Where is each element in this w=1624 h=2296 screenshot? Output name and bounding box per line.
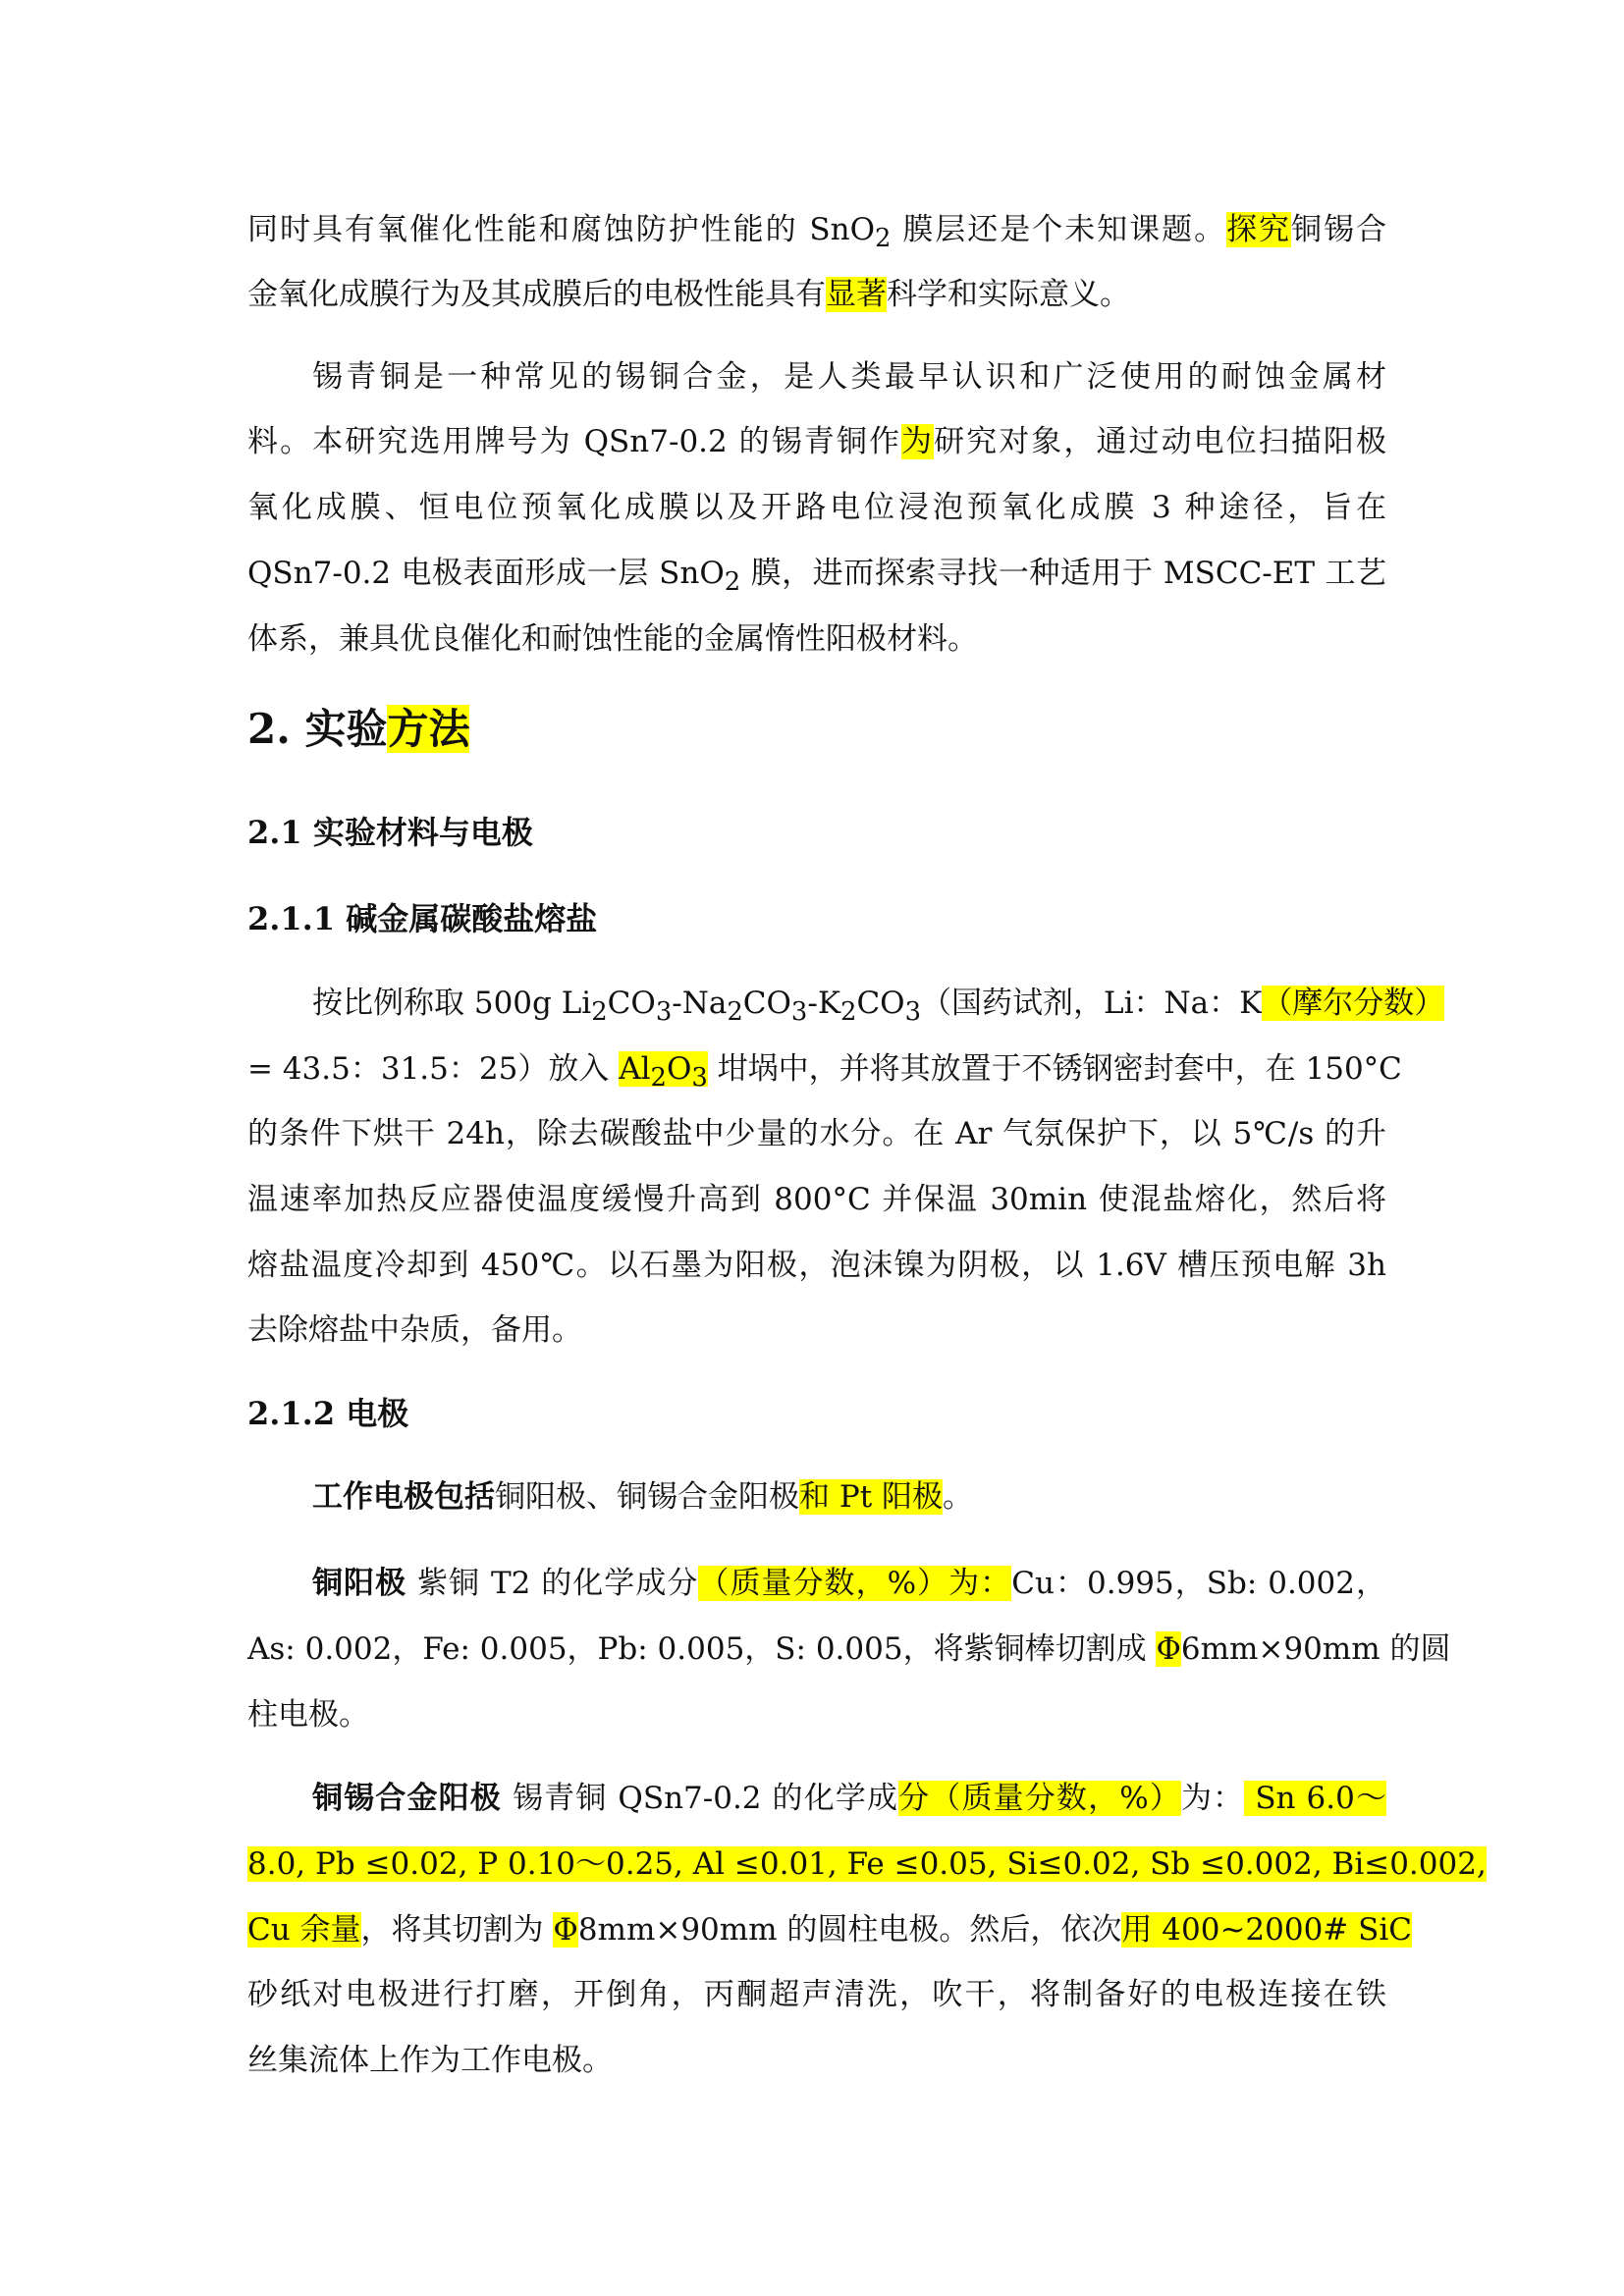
intro-p1-line2: 金氧化成膜行为及其成膜后的电极性能具有显著科学和实际意义。 (247, 277, 1130, 312)
molten-salt-line1: 按比例称取 500g $Li_2CO_3-Na_2CO_3-K_2CO_3$（国药试剂，Li：Na：K（摩尔分数） (312, 986, 1445, 1028)
section-heading-2-1: 2.1 实验材料与电极 (247, 814, 533, 851)
copper-anode-line1: 铜阳极 紫铜 T2 的化学成分（质量分数，%）为：Cu：0.995，Sb: 0.002， (312, 1566, 1386, 1601)
section-heading-2: 2. 实验方法 (247, 705, 470, 753)
working-electrode-line: 工作电极包括铜阳极、铜锡合金阳极和 Pt 阳极。 (312, 1479, 974, 1515)
molten-salt-line2: = 43.5：31.5：25）放入 $Al_2O_3$ 坩埚中，并将其放置于不锈钢密封套中，在 150°C (247, 1051, 1402, 1094)
intro-p2-line1: 锡青铜是一种常见的锡铜合金，是人类最早认识和广泛使用的耐蚀金属材 (312, 359, 1386, 395)
molten-salt-line6: 去除熔盐中杂质，备用。 (247, 1312, 582, 1348)
intro-p1-line1: 同时具有氧催化性能和腐蚀防护性能的 SnO$_2$ 膜层还是个未知课题。探究铜锡合 (247, 212, 1386, 254)
section-heading-2-1-2: 2.1.2 电极 (247, 1395, 409, 1432)
intro-p2-line2: 料。本研究选用牌号为 QSn7-0.2 的锡青铜作为研究对象，通过动电位扫描阳极 (247, 424, 1387, 459)
section-heading-2-1-1: 2.1.1 碱金属碳酸盐熔盐 (247, 900, 598, 937)
molten-salt-line3: 的条件下烘干 24h，除去碳酸盐中少量的水分。在 Ar 气氛保护下，以 5℃/s 的升 (247, 1116, 1386, 1151)
molten-salt-line4: 温速率加热反应器使温度缓慢升高到 800°C 并保温 30min 使混盐熔化，然后将 (247, 1182, 1386, 1217)
intro-p2-line4: QSn7-0.2 电极表面形成一层 SnO$_2$ 膜，进而探索寻找一种适用于 MSCC-ET 工艺 (247, 556, 1386, 598)
copper-anode-line2: As: 0.002，Fe: 0.005，Pb: 0.005，S: 0.005，将紫铜棒切割成 Φ6mm×90mm 的圆 (247, 1631, 1451, 1667)
cusn-anode-line5: 丝集流体上作为工作电极。 (247, 2043, 613, 2078)
cusn-anode-line2: 8.0, Pb ≤0.02, P 0.10～0.25, Al ≤0.01, Fe ≤0.05, Si≤0.02, Sb ≤0.002, Bi≤0.002, (247, 1846, 1487, 1882)
copper-anode-line3: 柱电极。 (247, 1697, 369, 1733)
cusn-anode-line3: Cu 余量，将其切割为 Φ8mm×90mm 的圆柱电极。然后，依次用 400~2000# SiC (247, 1912, 1413, 1948)
cusn-anode-line1: 铜锡合金阳极 锡青铜 QSn7-0.2 的化学成分（质量分数，%）为： Sn 6.0～ (312, 1781, 1386, 1816)
intro-p2-line5: 体系，兼具优良催化和耐蚀性能的金属惰性阳极材料。 (247, 621, 978, 657)
molten-salt-line5: 熔盐温度冷却到 450℃。以石墨为阳极，泡沫镍为阴极，以 1.6V 槽压预电解 3h (247, 1248, 1386, 1283)
cusn-anode-line4: 砂纸对电极进行打磨，开倒角，丙酮超声清洗，吹干，将制备好的电极连接在铁 (247, 1977, 1386, 2012)
intro-p2-line3: 氧化成膜、恒电位预氧化成膜以及开路电位浸泡预氧化成膜 3 种途径，旨在 (247, 490, 1386, 525)
